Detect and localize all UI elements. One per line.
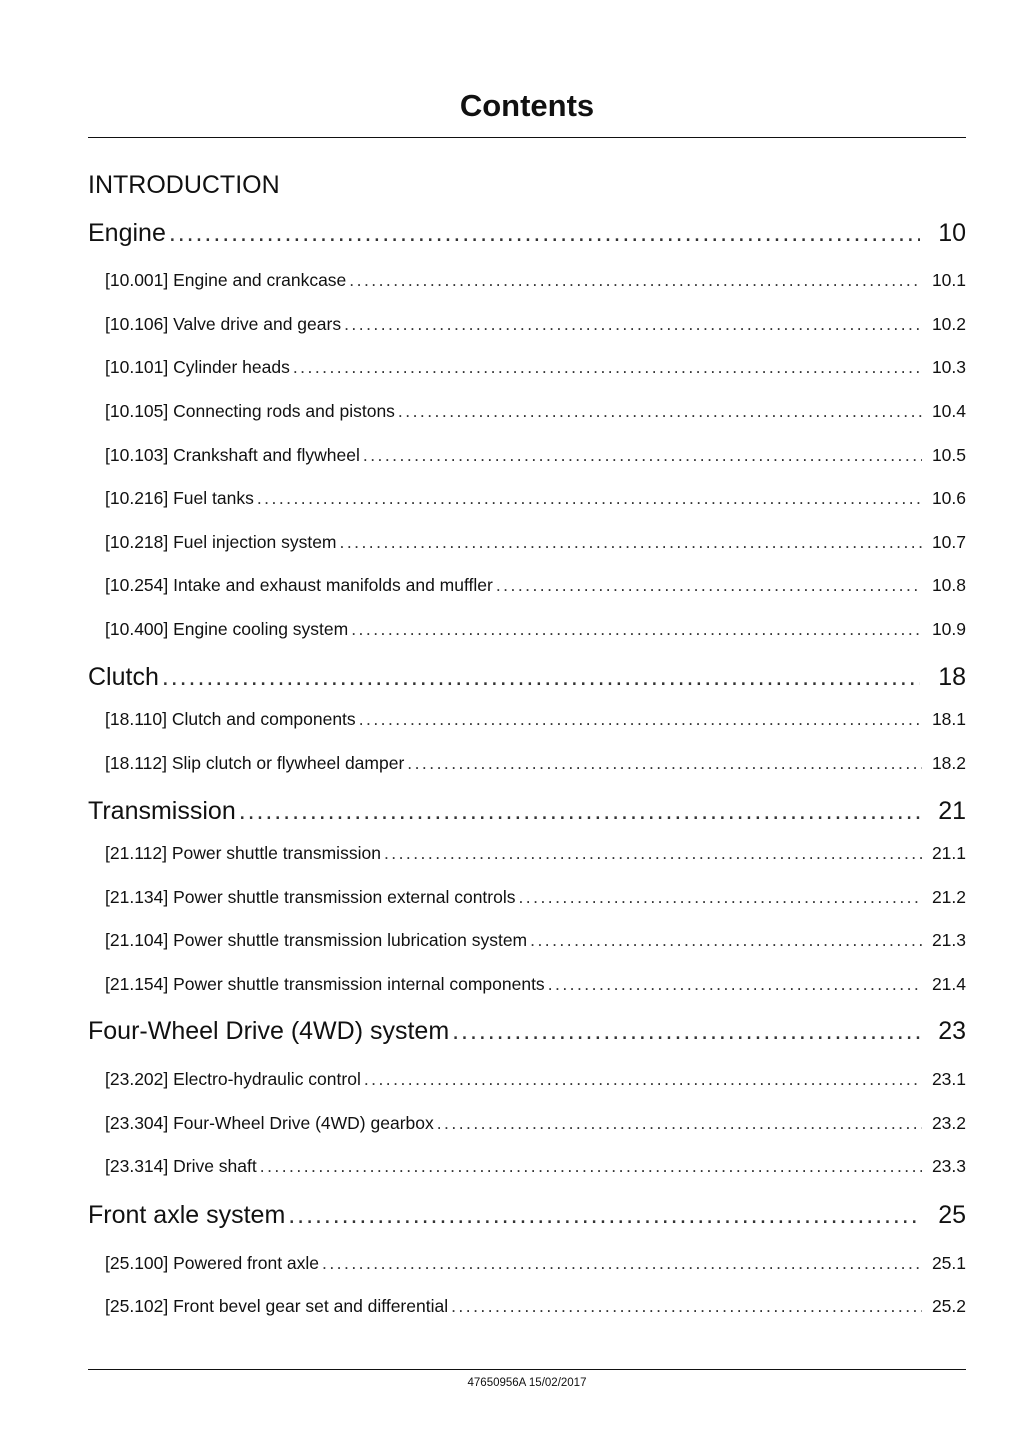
- toc-chapter-clutch[interactable]: [88, 662, 966, 692]
- toc-entry-label: [18.110] Clutch and components: [105, 709, 356, 729]
- toc-entry-label: [10.105] Connecting rods and pistons: [105, 401, 395, 421]
- dot-leader: [169, 218, 920, 248]
- dot-leader: [257, 487, 922, 509]
- toc-entry[interactable]: [105, 618, 966, 640]
- toc-chapter-transmission[interactable]: [88, 796, 966, 826]
- dot-leader: [162, 662, 920, 692]
- toc-chapter-label: Transmission: [88, 797, 236, 825]
- toc-entry[interactable]: [105, 1252, 966, 1274]
- footer-rule: [88, 1369, 966, 1370]
- dot-leader: [398, 400, 922, 422]
- toc-page-number: 25: [938, 1201, 966, 1229]
- toc-page-number: 10: [938, 219, 966, 247]
- dot-leader: [384, 842, 922, 864]
- toc-entry-label: [23.304] Four-Wheel Drive (4WD) gearbox: [105, 1113, 434, 1133]
- toc-page-number: 10.4: [931, 401, 966, 421]
- toc-entry-label: [25.102] Front bevel gear set and differential: [105, 1296, 449, 1316]
- toc-entry-label: [10.103] Crankshaft and flywheel: [105, 445, 360, 465]
- toc-entry[interactable]: [105, 487, 966, 509]
- toc-page-number: 23: [938, 1017, 966, 1045]
- toc-chapter-label: Engine: [88, 219, 166, 247]
- toc-chapter-label: Four-Wheel Drive (4WD) system: [88, 1017, 450, 1045]
- toc-entry[interactable]: [105, 356, 966, 378]
- toc-entry[interactable]: [105, 886, 966, 908]
- dot-leader: [239, 796, 920, 826]
- toc-entry[interactable]: [105, 708, 966, 730]
- toc-entry-label: [18.112] Slip clutch or flywheel damper: [105, 753, 405, 773]
- toc-page-number: 21.4: [931, 974, 966, 994]
- toc-chapter-4wd-system[interactable]: [88, 1016, 966, 1046]
- toc-entry-label: [21.134] Power shuttle transmission external controls: [105, 887, 516, 907]
- toc-entry-label: [25.100] Powered front axle: [105, 1253, 320, 1273]
- dot-leader: [530, 929, 922, 951]
- footer-doc-id: 47650956A 15/02/2017: [467, 1377, 587, 1389]
- toc-page-number: 23.1: [931, 1069, 966, 1089]
- dot-leader: [260, 1155, 922, 1177]
- toc-page-number: 18: [938, 663, 966, 691]
- toc-entry[interactable]: [105, 973, 966, 995]
- toc-page-number: 10.9: [931, 619, 966, 639]
- toc-chapter-front-axle-system[interactable]: [88, 1200, 966, 1230]
- toc-entry[interactable]: [105, 929, 966, 951]
- toc-entry[interactable]: [105, 842, 966, 864]
- dot-leader: [437, 1112, 922, 1134]
- dot-leader: [349, 269, 922, 291]
- toc-entry-label: [21.154] Power shuttle transmission internal components: [105, 974, 545, 994]
- dot-leader: [451, 1295, 922, 1317]
- toc-entry-label: [21.104] Power shuttle transmission lubrication system: [105, 930, 528, 950]
- toc-page-number: 10.7: [931, 532, 966, 552]
- toc-page-number: 21.1: [931, 843, 966, 863]
- dot-leader: [351, 618, 922, 640]
- toc-page-number: 18.2: [931, 753, 966, 773]
- toc-page-number: 10.5: [931, 445, 966, 465]
- dot-leader: [288, 1200, 920, 1230]
- toc-entry-label: [10.254] Intake and exhaust manifolds and muffler: [105, 575, 493, 595]
- dot-leader: [496, 574, 922, 596]
- dot-leader: [340, 531, 922, 553]
- toc-entry[interactable]: [105, 1112, 966, 1134]
- dot-leader: [363, 444, 922, 466]
- toc-entry[interactable]: [105, 313, 966, 335]
- toc-page-number: 10.1: [931, 270, 966, 290]
- toc-page-number: 10.3: [931, 357, 966, 377]
- toc-entry-label: [23.202] Electro-hydraulic control: [105, 1069, 361, 1089]
- toc-chapter-engine[interactable]: [88, 218, 966, 248]
- toc-page-number: 23.2: [931, 1113, 966, 1133]
- toc-entry[interactable]: [105, 574, 966, 596]
- toc-page-number: 23.3: [931, 1156, 966, 1176]
- toc-entry[interactable]: [105, 444, 966, 466]
- toc-page-number: 25.1: [931, 1253, 966, 1273]
- toc-entry[interactable]: [105, 1295, 966, 1317]
- toc-chapter-label: Clutch: [88, 663, 159, 691]
- dot-leader: [293, 356, 922, 378]
- toc-page-number: 10.2: [931, 314, 966, 334]
- toc-page-number: 25.2: [931, 1296, 966, 1316]
- dot-leader: [344, 313, 922, 335]
- toc-entry[interactable]: [105, 400, 966, 422]
- dot-leader: [548, 973, 922, 995]
- title-rule: [88, 137, 966, 138]
- toc-page-number: 21: [938, 797, 966, 825]
- toc-entry[interactable]: [105, 1155, 966, 1177]
- toc-entry-label: [10.001] Engine and crankcase: [105, 270, 347, 290]
- toc-entry-label: [10.218] Fuel injection system: [105, 532, 337, 552]
- toc-entry[interactable]: [105, 531, 966, 553]
- dot-leader: [518, 886, 921, 908]
- toc-entry[interactable]: [105, 269, 966, 291]
- toc-page-number: 18.1: [931, 709, 966, 729]
- toc-entry-label: [23.314] Drive shaft: [105, 1156, 257, 1176]
- toc-page-number: 10.6: [931, 488, 966, 508]
- toc-entry[interactable]: [105, 752, 966, 774]
- toc-entry-label: [10.216] Fuel tanks: [105, 488, 254, 508]
- toc-page-number: 21.3: [931, 930, 966, 950]
- page-title: Contents: [459, 88, 595, 123]
- toc-chapter-label: Front axle system: [88, 1201, 286, 1229]
- section-introduction: INTRODUCTION: [88, 171, 280, 199]
- toc-page-number: 21.2: [931, 887, 966, 907]
- toc-entry-label: [21.112] Power shuttle transmission: [105, 843, 381, 863]
- toc-entry-label: [10.101] Cylinder heads: [105, 357, 290, 377]
- dot-leader: [364, 1068, 922, 1090]
- toc-page-number: 10.8: [931, 575, 966, 595]
- dot-leader: [407, 752, 922, 774]
- toc-entry-label: [10.106] Valve drive and gears: [105, 314, 342, 334]
- dot-leader: [359, 708, 922, 730]
- toc-entry-label: [10.400] Engine cooling system: [105, 619, 349, 639]
- dot-leader: [452, 1016, 920, 1046]
- dot-leader: [322, 1252, 922, 1274]
- toc-entry[interactable]: [105, 1068, 966, 1090]
